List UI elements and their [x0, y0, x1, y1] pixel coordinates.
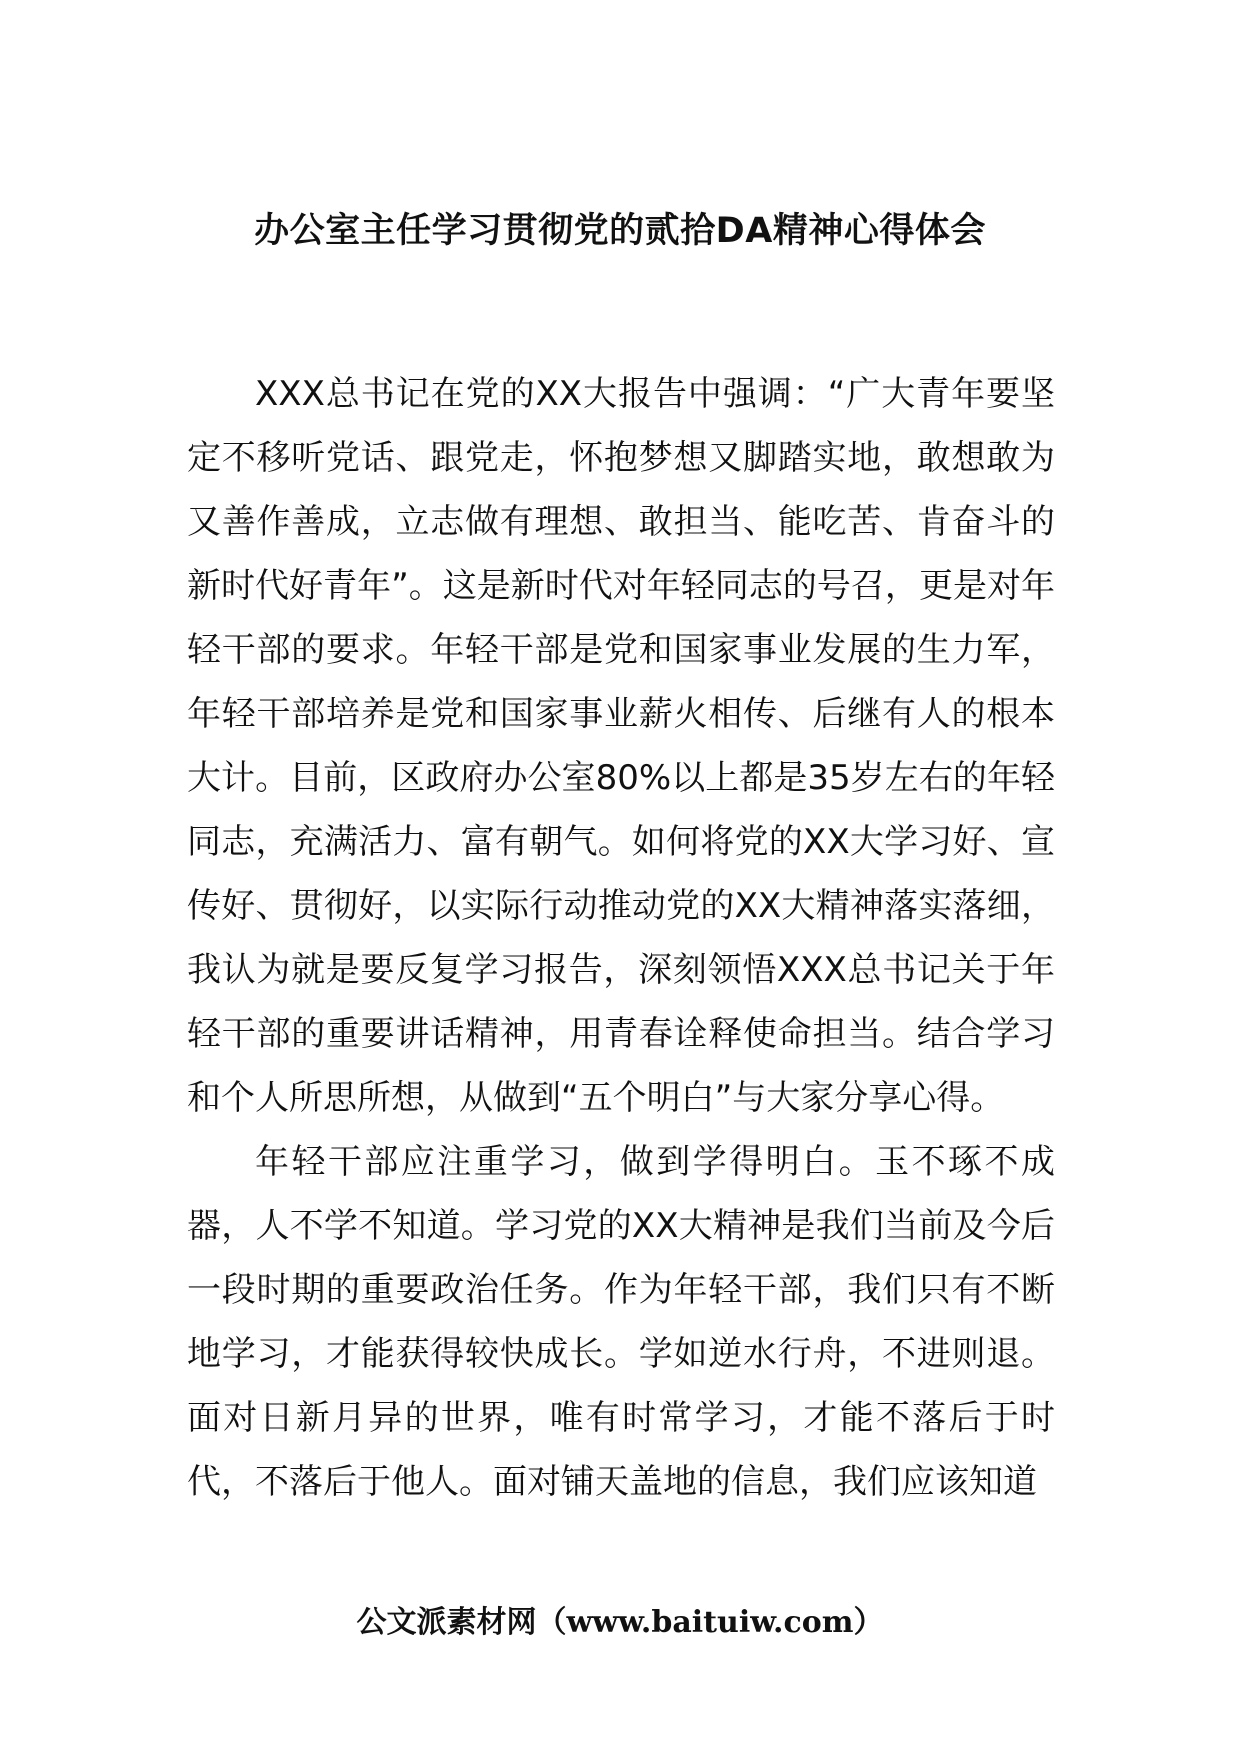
document-body [187, 362, 1055, 1514]
document-title: 办公室主任学习贯彻党的贰拾DA精神心得体会 [254, 211, 986, 251]
paragraph-study: 年轻干部应注重学习，做到学得明白。玉不琢不成器，人不学不知道。学习党的XX大精神是我们当前及今后一段时期的重要政治任务。作为年轻干部，我们只有不断地学习，才能获得较快成长。学如逆水行舟，不进则退。面对日新月异的世界，唯有时常学习，才能不落后于时代，不落后于他人。面对铺天盖地的信息，我们应该知道 [187, 1142, 1055, 1502]
paragraph-intro: XXX总书记在党的XX大报告中强调：“广大青年要坚定不移听党话、跟党走，怀抱梦想又脚踏实地，敢想敢为又善作善成，立志做有理想、敢担当、能吃苦、肯奋斗的新时代好青年”。这是新时代对年轻同志的号召，更是对年轻干部的要求。年轻干部是党和国家事业发展的生力军，年轻干部培养是党和国家事业薪火相传、后继有人的根本大计。目前，区政府办公室80%以上都是35岁左右的年轻同志，充满活力、富有朝气。如何将党的XX大学习好、宣传好、贯彻好，以实际行动推动党的XX大精神落实落细，我认为就是要反复学习报告，深刻领悟XXX总书记关于年轻干部的重要讲话精神，用青春诠释使命担当。结合学习和个人所思所想，从做到“五个明白”与大家分享心得。 [187, 374, 1055, 1118]
page-footer-source: 公文派素材网（www.baituiw.com） [356, 1605, 884, 1640]
